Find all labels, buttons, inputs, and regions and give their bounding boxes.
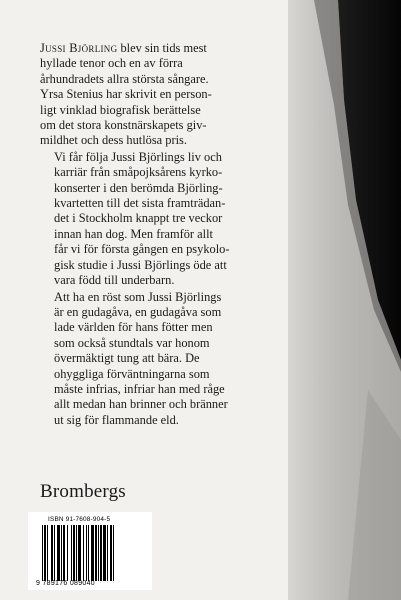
blurb-line: hyllade tenor och en av förra [40,56,183,71]
blurb-text [40,41,276,428]
barcode-stripe [95,525,97,581]
blurb-line: mildhet och dess hutlösa pris. [40,133,187,148]
blurb-paragraph-1 [40,41,276,149]
barcode-stripe [47,525,48,581]
blurb-line: Att ha en röst som Jussi Björlings [54,289,222,304]
barcode-stripe [76,525,77,581]
blurb-line: allt medan han brinner och bränner [54,397,228,412]
barcode-digits: 9 789176 089040 [36,580,95,587]
blurb-line: får vi för första gången en psykolo- [54,242,230,257]
blurb-line: Jussi Björling blev sin tids mest [40,41,207,55]
barcode-stripe [103,525,106,581]
barcode-stripe [113,525,114,581]
publisher-name: Brombergs [40,481,126,502]
blurb-line: innan han dog. Men framför allt [54,226,213,241]
blurb-line: är en gudagåva, en gudagåva som [54,304,222,319]
barcode-stripe [110,525,112,581]
barcode-stripe [57,525,60,581]
barcode-stripe [42,525,43,581]
blurb-line: övermäktigt tung att bära. De [54,351,200,366]
blurb-line: ohyggliga förväntningarna som [54,366,210,381]
photo-shadow-image [288,0,401,600]
barcode-stripe [73,525,75,581]
blurb-line: måste infrias, infriar han med råge [54,381,225,396]
barcode-stripe [91,525,94,581]
blurb-paragraph-3 [40,290,276,429]
subject-name: Jussi Björling [40,41,118,55]
barcode-stripe [61,525,62,581]
blurb-line: kvartetten till det sista framträdan- [54,196,226,211]
barcode-stripe [63,525,65,581]
blurb-line: århundradets allra största sångare. [40,71,209,86]
blurb-paragraph-2 [40,150,276,289]
cover-photo-strip [288,0,401,600]
blurb-line: gisk studie i Jussi Björlings öde att [54,257,227,272]
barcode-stripe [83,525,84,581]
blurb-line: det i Stockholm knappt tre veckor [54,211,223,226]
blurb-line: vara född till underbarn. [54,273,175,288]
blurb-line: karriär från småpojksårens kyrko- [54,165,223,180]
isbn-label: ISBN 91-7608-904-5 [48,516,111,523]
blurb-line: ut sig för flammande eld. [54,412,179,427]
barcode-stripe [67,525,68,581]
blurb-line: om det stora konstnärskapets giv- [40,118,207,133]
barcode-stripe [107,525,108,581]
blurb-line: ligt vinklad biografisk berättelse [40,102,201,117]
blurb-line: Yrsa Stenius har skrivit en person- [40,87,212,102]
barcode-stripe [86,525,87,581]
barcode-stripe [44,525,46,581]
blurb-line: som också stundtals var honom [54,335,210,350]
barcode-bars [42,525,142,581]
barcode-stripe [71,525,72,581]
barcode-stripe [78,525,81,581]
barcode-stripe [51,525,53,581]
blurb-line: konserter i den berömda Björling- [54,180,223,195]
barcode-stripe [54,525,55,581]
blurb-line: Vi får följa Jussi Björlings liv och [54,149,222,164]
blurb-line: lade världen för hans fötter men [54,320,213,335]
barcode-stripe [98,525,99,581]
barcode-stripe [88,525,89,581]
barcode-panel [28,512,152,590]
barcode-stripe [100,525,102,581]
